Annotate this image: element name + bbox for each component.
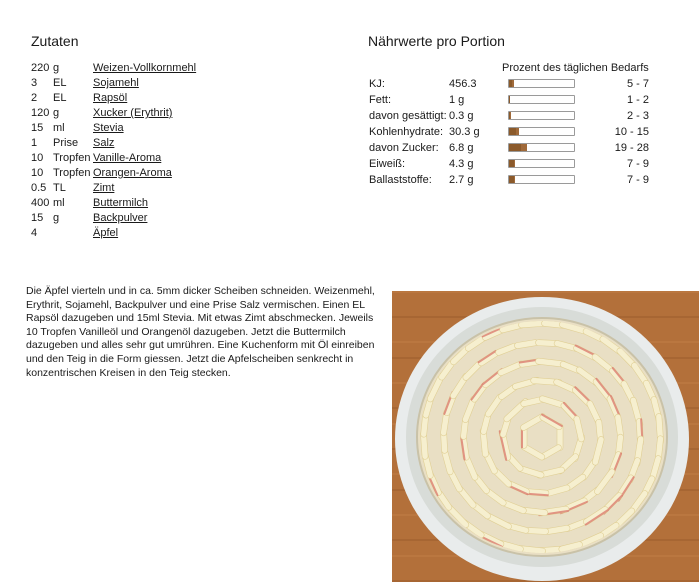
percent-daily-value-header: Prozent des täglichen Bedarfs xyxy=(502,62,649,74)
daily-value-bar-low xyxy=(509,128,516,135)
nutrition-table xyxy=(369,76,649,188)
ingredient-link[interactable]: Buttermilch xyxy=(93,197,149,209)
daily-value-bar xyxy=(508,143,575,152)
daily-value-range: 19 - 28 xyxy=(614,142,649,154)
ingredient-amount: 3 xyxy=(31,77,38,89)
ingredient-link[interactable]: Vanille-Aroma xyxy=(93,152,162,164)
daily-value-bar xyxy=(508,175,575,184)
ingredient-unit: Prise xyxy=(53,137,79,149)
nutrient-value: 2.7 g xyxy=(449,174,474,186)
nutrition-row xyxy=(369,92,649,108)
ingredient-amount: 1 xyxy=(31,137,38,149)
cake-photo xyxy=(392,291,699,582)
daily-value-bar-low xyxy=(509,112,510,119)
daily-value-bar-low xyxy=(509,176,514,183)
daily-value-range: 7 - 9 xyxy=(626,158,649,170)
ingredient-amount: 15 xyxy=(31,212,44,224)
ingredient-amount: 10 xyxy=(31,152,44,164)
ingredient-unit: ml xyxy=(53,122,65,134)
nutrition-row xyxy=(369,108,649,124)
ingredient-amount: 2 xyxy=(31,92,38,104)
daily-value-range: 5 - 7 xyxy=(626,78,649,90)
nutrition-row xyxy=(369,140,649,156)
daily-value-bar xyxy=(508,95,575,104)
daily-value-bar-low xyxy=(509,96,510,103)
ingredient-amount: 4 xyxy=(31,227,38,239)
daily-value-bar xyxy=(508,127,575,136)
nutrient-label: davon gesättigt: xyxy=(369,110,447,122)
nutrient-label: Fett: xyxy=(369,94,392,106)
ingredient-unit: EL xyxy=(53,77,67,89)
ingredient-link[interactable]: Sojamehl xyxy=(93,77,139,89)
nutrient-value: 4.3 g xyxy=(449,158,474,170)
ingredient-link[interactable]: Rapsöl xyxy=(93,92,128,104)
ingredient-unit: g xyxy=(53,212,60,224)
ingredient-link[interactable]: Xucker (Erythrit) xyxy=(93,107,173,119)
daily-value-range: 7 - 9 xyxy=(626,174,649,186)
nutrient-label: KJ: xyxy=(369,78,385,90)
ingredient-link[interactable]: Orangen-Aroma xyxy=(93,167,172,179)
ingredient-amount: 10 xyxy=(31,167,44,179)
ingredient-link[interactable]: Stevia xyxy=(93,122,124,134)
daily-value-bar xyxy=(508,79,575,88)
ingredient-link[interactable]: Salz xyxy=(93,137,115,149)
ingredient-unit: Tropfen xyxy=(53,152,91,164)
ingredient-unit: TL xyxy=(53,182,66,194)
daily-value-range: 10 - 15 xyxy=(614,126,649,138)
ingredient-amount: 400 xyxy=(31,197,50,209)
nutrition-row xyxy=(369,156,649,172)
daily-value-bar-low xyxy=(509,80,512,87)
nutrition-title: Nährwerte pro Portion xyxy=(368,33,505,49)
ingredient-unit: ml xyxy=(53,197,65,209)
ingredient-amount: 15 xyxy=(31,122,44,134)
ingredient-unit: g xyxy=(53,107,60,119)
nutrient-value: 6.8 g xyxy=(449,142,474,154)
nutrient-value: 30.3 g xyxy=(449,126,480,138)
nutrition-row xyxy=(369,172,649,188)
nutrient-label: Ballaststoffe: xyxy=(369,174,432,186)
ingredient-link[interactable]: Äpfel xyxy=(93,227,119,239)
nutrient-value: 0.3 g xyxy=(449,110,474,122)
daily-value-range: 2 - 3 xyxy=(626,110,649,122)
ingredient-amount: 120 xyxy=(31,107,50,119)
instructions-text: Die Äpfel vierteln und in ca. 5mm dicker Scheiben schneiden. Weizenmehl, Erythrit, Sojamehl, Backpulver und eine Prise Salz vermischen. Einen EL Rapsöl dazugeben und 15ml Stevia. Mit etwas Zimt abschmecken. Jeweils 10 Tropfen Vanilleöl und Orangenöl dazugeben. Jetzt die Buttermilch dazugeben und alles sehr gut umrühren. Eine Kuchenform mit Öl einreiben und den Teig in die Form giessen. Jetzt die Apfelscheiben senkrecht in konzentrischen Kreisen in den Teig stecken. xyxy=(26,285,375,379)
nutrient-label: davon Zucker: xyxy=(369,142,439,154)
daily-value-bar-low xyxy=(509,144,521,151)
nutrition-row xyxy=(369,124,649,140)
nutrient-value: 1 g xyxy=(449,94,465,106)
ingredient-amount: 0.5 xyxy=(31,182,47,194)
ingredient-unit: g xyxy=(53,62,60,74)
ingredients-title: Zutaten xyxy=(31,33,79,49)
daily-value-bar xyxy=(508,159,575,168)
nutrient-label: Eiweiß: xyxy=(369,158,406,170)
ingredient-link[interactable]: Backpulver xyxy=(93,212,148,224)
daily-value-range: 1 - 2 xyxy=(626,94,649,106)
ingredient-amount: 220 xyxy=(31,62,50,74)
ingredient-link[interactable]: Weizen-Vollkornmehl xyxy=(93,62,197,74)
ingredient-unit: EL xyxy=(53,92,67,104)
ingredient-unit: Tropfen xyxy=(53,167,91,179)
ingredient-link[interactable]: Zimt xyxy=(93,182,115,194)
nutrient-label: Kohlenhydrate: xyxy=(369,126,443,138)
nutrient-value: 456.3 xyxy=(449,78,477,90)
daily-value-bar xyxy=(508,111,575,120)
nutrition-row xyxy=(369,76,649,92)
daily-value-bar-low xyxy=(509,160,514,167)
